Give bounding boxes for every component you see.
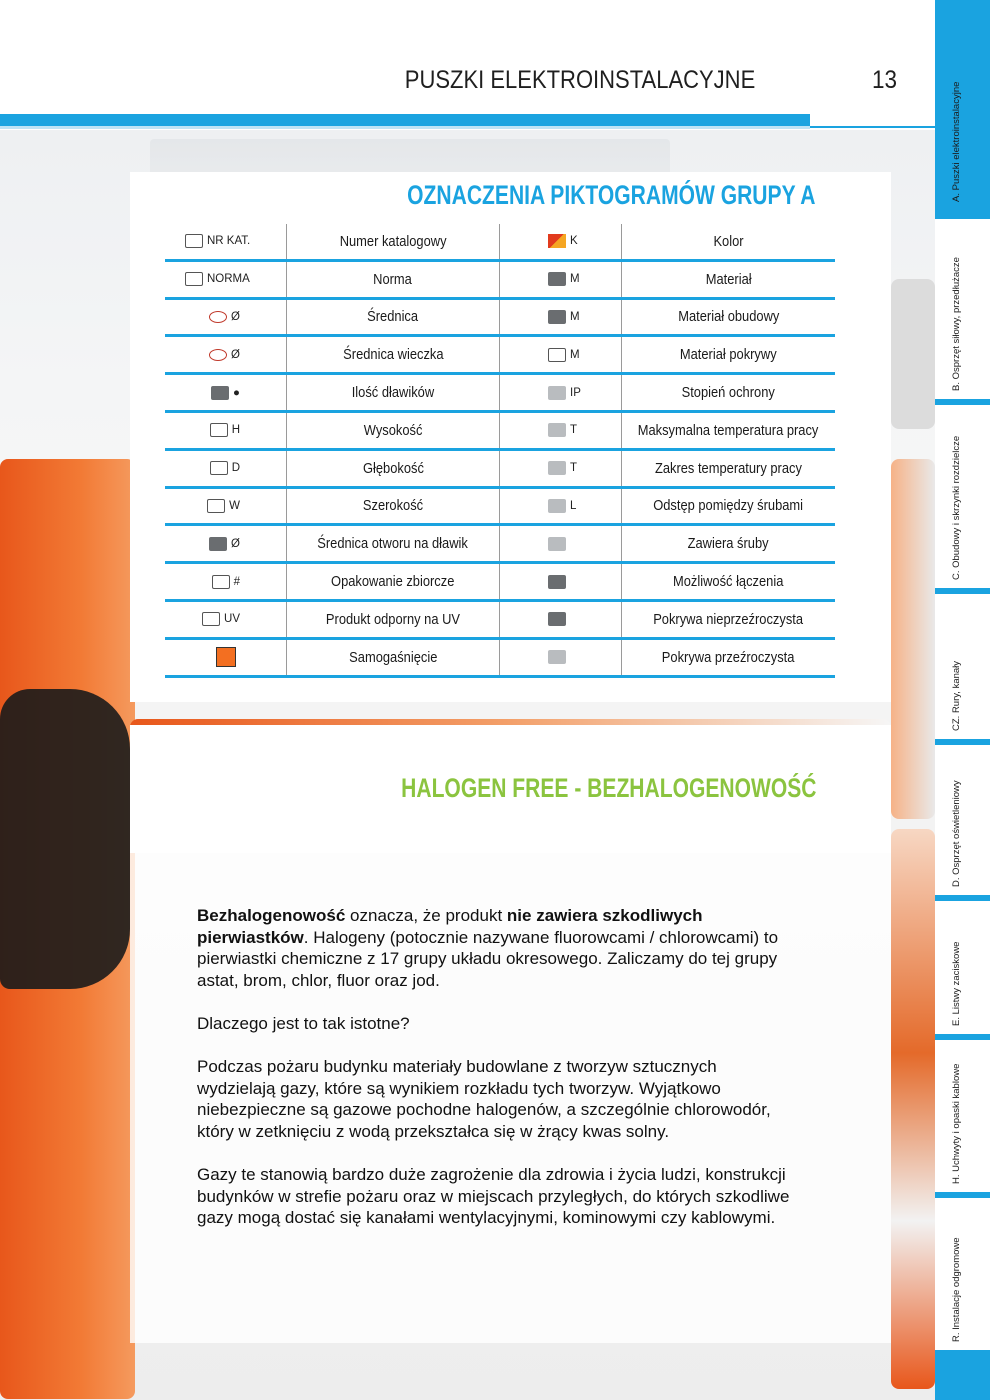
pictogram-description	[287, 526, 500, 561]
pictogram-code: ●	[233, 386, 240, 399]
pictogram-description	[287, 224, 500, 259]
pictogram-row	[165, 375, 835, 413]
pictogram-row	[165, 262, 835, 300]
diameter-icon	[209, 311, 227, 323]
pictogram-description	[287, 413, 500, 448]
tab-label: CZ. Rury, kanały	[951, 660, 962, 731]
pictogram-desc-text-2: Zawiera śruby	[687, 535, 769, 553]
pictogram-description	[287, 262, 500, 297]
header-rule-light	[0, 126, 810, 129]
pictogram-description	[287, 640, 500, 675]
pictogram-row	[165, 413, 835, 451]
pictogram-description-2	[622, 489, 835, 524]
pictogram-description-2	[622, 640, 835, 675]
pictogram-code-2: M	[570, 348, 580, 361]
tab-label: R. Instalacje odgromowe	[951, 1237, 962, 1342]
gland-hole-icon	[209, 537, 227, 551]
pictogram-description-2	[622, 262, 835, 297]
pictogram-desc-text: Średnica	[367, 308, 419, 326]
pictogram-icon-cell-2	[500, 375, 622, 410]
tab-odgromowe[interactable]	[935, 1198, 990, 1353]
self-extinguishing-icon	[216, 647, 236, 667]
pictogram-desc-text-2: Materiał obudowy	[677, 308, 780, 326]
pictogram-code: Ø	[231, 310, 240, 323]
pictogram-description-2	[622, 564, 835, 599]
tab-puszki[interactable]	[935, 0, 990, 213]
pictogram-icon-cell	[165, 526, 287, 561]
pictogram-code-2: M	[570, 310, 580, 323]
pictogram-icon-cell	[165, 300, 287, 335]
pictogram-icon-cell-2	[500, 413, 622, 448]
pictogram-icon-cell-2	[500, 337, 622, 372]
norm-folder-icon	[185, 272, 203, 286]
photo-black-box	[0, 689, 130, 989]
halogen-paragraph-1	[197, 905, 797, 991]
pictogram-desc-text-2: Pokrywa nieprzeźroczysta	[653, 610, 804, 628]
pictogram-description-2	[622, 526, 835, 561]
pictogram-description-2	[622, 300, 835, 335]
pictogram-description	[287, 489, 500, 524]
pictogram-icon-cell-2	[500, 489, 622, 524]
pictogram-desc-text-2: Możliwość łączenia	[673, 573, 784, 591]
pictogram-icon-cell-2	[500, 262, 622, 297]
photo-right-edge-top	[891, 459, 935, 819]
pictogram-desc-text: Szerokość	[362, 497, 424, 515]
pictogram-icon-cell-2	[500, 526, 622, 561]
pictogram-code: D	[231, 462, 240, 475]
gland-count-icon	[211, 386, 229, 400]
pictogram-desc-text-2: Zakres temperatury pracy	[655, 459, 802, 477]
pictogram-code: H	[231, 424, 240, 437]
pictogram-row	[165, 337, 835, 375]
pictogram-icon-cell-2	[500, 224, 622, 259]
pictogram-desc-text: Produkt odporny na UV	[325, 610, 461, 628]
bold-phrase: nie zawiera szkodliwych pierwiastków	[197, 906, 703, 947]
bulk-package-icon	[212, 575, 230, 589]
pictogram-table	[165, 224, 835, 678]
screw-icon	[548, 537, 566, 551]
tab-osprzet-silowy[interactable]	[935, 219, 990, 402]
housing-material-icon	[548, 310, 566, 324]
text-span: oznacza, że produkt	[345, 906, 507, 925]
bold-term: Bezhalogenowość	[197, 906, 346, 925]
pictogram-code-2: IP	[570, 386, 581, 399]
pictogram-desc-text: Ilość dławików	[351, 384, 435, 402]
pictogram-row	[165, 451, 835, 489]
tab-label: H. Uchwyty i opaski kablowe	[951, 1063, 962, 1184]
pictogram-icon-cell-2	[500, 451, 622, 486]
pictogram-description-2	[622, 413, 835, 448]
halogen-paragraph-2: Dlaczego jest to tak istotne?	[197, 1013, 410, 1033]
pictogram-code: W	[229, 499, 240, 512]
pictogram-code-2: T	[570, 424, 578, 437]
pictogram-code-2: T	[570, 462, 578, 475]
text-span: . Halogeny (potocznie nazywane fluorowcami / chlorowcami) to pierwiastki chemiczne z 17 grupy układu okresowego. Zaliczamy do tej grupy astat, brom, chlor, fluor oraz jod.	[197, 927, 779, 990]
halogen-title: HALOGEN FREE - BEZHALOGENOWOŚĆ	[400, 773, 816, 803]
pictogram-legend	[130, 172, 891, 702]
color-cube-icon	[548, 234, 566, 248]
pictogram-code: Ø	[231, 348, 240, 361]
pictogram-row	[165, 224, 835, 262]
pictogram-desc-text-2: Materiał	[705, 270, 752, 288]
pictogram-icon-cell	[165, 413, 287, 448]
pictogram-desc-text-2: Pokrywa przeźroczysta	[662, 648, 795, 666]
tab-label: A. Puszki elektroinstalacyjne	[951, 81, 962, 202]
pictogram-code: #	[233, 575, 240, 588]
pictogram-description-2	[622, 224, 835, 259]
pictogram-desc-text: Numer katalogowy	[339, 232, 447, 250]
pictogram-row	[165, 300, 835, 338]
pictogram-code: UV	[224, 613, 240, 626]
tab-label: C. Obudowy i skrzynki rozdzielcze	[951, 435, 962, 580]
pictogram-code: NORMA	[207, 273, 250, 286]
photo-right-edge-bottom	[891, 829, 935, 1389]
tab-label: E. Listwy zaciskowe	[951, 941, 962, 1026]
pictogram-icon-cell	[165, 375, 287, 410]
tab-label: B. Osprzęt siłowy, przedłużacze	[951, 257, 962, 391]
width-box-icon	[207, 499, 225, 513]
pictogram-description	[287, 602, 500, 637]
pictogram-desc-text: Głębokość	[362, 459, 424, 477]
pictogram-icon-cell	[165, 337, 287, 372]
pictogram-desc-text-2: Materiał pokrywy	[680, 346, 777, 364]
pictogram-icon-cell	[165, 640, 287, 675]
pictogram-code-2: M	[570, 273, 580, 286]
pictogram-code: NR KAT.	[207, 235, 251, 248]
halogen-paragraph-4: Gazy te stanowią bardzo duże zagrożenie dla zdrowia i życia ludzi, konstrukcji budynków w strefie pożaru oraz w miejscach przyległych, do których szkodliwe gazy mogą dostać się kanałami wentylacyjnymi, kominowymi czy kablowymi.	[197, 1165, 790, 1228]
pictogram-description	[287, 337, 500, 372]
pictogram-icon-cell	[165, 602, 287, 637]
material-cube-icon	[548, 272, 566, 286]
pictogram-code-2: K	[570, 235, 578, 248]
pictogram-description	[287, 375, 500, 410]
pictogram-desc-text: Średnica otworu na dławik	[317, 535, 469, 553]
height-box-icon	[210, 423, 228, 437]
temperature-range-icon	[548, 461, 566, 475]
pictogram-icon-cell-2	[500, 640, 622, 675]
tab-label: D. Osprzęt oświetleniowy	[951, 780, 962, 887]
pictogram-code: Ø	[231, 537, 240, 550]
pictogram-row	[165, 564, 835, 602]
page-title: PUSZKI ELEKTROINSTALACYJNE	[404, 66, 755, 94]
opaque-cover-icon	[548, 612, 566, 626]
tab-oswietleniowy[interactable]	[935, 745, 990, 898]
pictogram-code-2: L	[570, 499, 577, 512]
tab-listwy[interactable]	[935, 901, 990, 1037]
pictogram-row	[165, 526, 835, 564]
ip-rating-icon	[548, 386, 566, 400]
pictogram-desc-text-2: Kolor	[713, 232, 744, 250]
pictogram-description-2	[622, 337, 835, 372]
photo-white-box	[891, 279, 935, 429]
pictogram-desc-text: Wysokość	[363, 421, 423, 439]
header-rule-thin	[810, 126, 935, 128]
connect-icon	[548, 575, 566, 589]
pictogram-icon-cell-2	[500, 300, 622, 335]
halogen-text	[197, 905, 797, 1251]
pictogram-icon-cell-2	[500, 602, 622, 637]
pictogram-desc-text: Norma	[373, 270, 413, 288]
depth-box-icon	[210, 461, 228, 475]
pictogram-icon-cell	[165, 451, 287, 486]
pictogram-desc-text: Opakowanie zbiorcze	[331, 573, 455, 591]
pictogram-title: OZNACZENIA PIKTOGRAMÓW GRUPY A	[407, 180, 816, 210]
pictogram-description	[287, 564, 500, 599]
pictogram-desc-text: Średnica wieczka	[342, 346, 444, 364]
pictogram-desc-text-2: Stopień ochrony	[681, 384, 776, 402]
halogen-paragraph-3: Podczas pożaru budynku materiały budowlane z tworzyw sztucznych wydzielają gazy, które są wynikiem rozkładu tych tworzyw. Wyjątkowo niebezpieczne są gazowe pochodne halogenów, a szczególnie chlorowodór, który w zetknięciu z wodą przekształca się w żrący kwas solny.	[197, 1057, 771, 1141]
cover-material-icon	[548, 348, 566, 362]
pictogram-row	[165, 489, 835, 527]
pictogram-desc-text-2: Maksymalna temperatura pracy	[638, 421, 819, 439]
pictogram-desc-text: Samogaśnięcie	[348, 648, 438, 666]
pictogram-description-2	[622, 375, 835, 410]
pictogram-description-2	[622, 451, 835, 486]
page-header	[0, 0, 935, 130]
tab-uchwyty[interactable]	[935, 1040, 990, 1195]
pictogram-icon-cell	[165, 224, 287, 259]
pictogram-icon-cell	[165, 262, 287, 297]
header-rule	[0, 114, 810, 126]
pictogram-description	[287, 451, 500, 486]
pictogram-row	[165, 640, 835, 678]
transparent-cover-icon	[548, 650, 566, 664]
pictogram-icon-cell	[165, 489, 287, 524]
tab-obudowy[interactable]	[935, 405, 990, 591]
pictogram-icon-cell	[165, 564, 287, 599]
pictogram-row	[165, 602, 835, 640]
halogen-header	[130, 725, 891, 853]
page-number: 13	[872, 66, 898, 94]
pictogram-description	[287, 300, 500, 335]
pictogram-icon-cell-2	[500, 564, 622, 599]
max-temperature-icon	[548, 423, 566, 437]
lid-diameter-icon	[209, 349, 227, 361]
folder-icon	[185, 234, 203, 248]
pictogram-desc-text-2: Odstęp pomiędzy śrubami	[653, 497, 804, 515]
pictogram-description-2	[622, 602, 835, 637]
section-sidebar	[935, 0, 990, 1400]
uv-icon	[202, 612, 220, 626]
screw-spacing-icon	[548, 499, 566, 513]
halogen-body	[130, 853, 891, 1343]
tab-rury[interactable]	[935, 594, 990, 742]
